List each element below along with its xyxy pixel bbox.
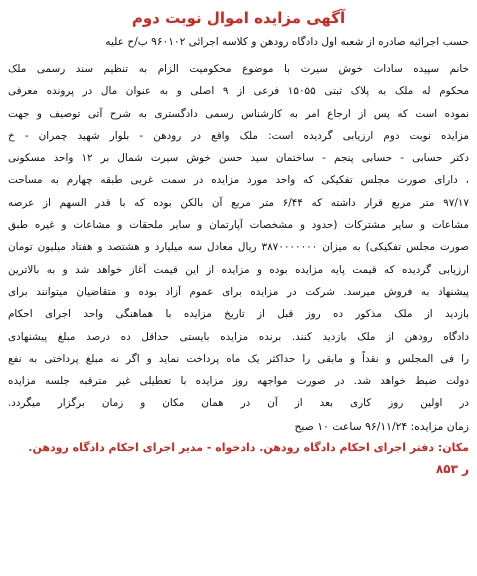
body-line: را فی المجلس و نقداً و مابقی را حداکثر یک ماه پرداخت نماید و اگر نه مبلغ پرداختی به نفع: [8, 352, 469, 365]
location-text: دفتر اجرای احکام دادگاه رودهن. دادخواه - مدیر اجرای احکام دادگاه رودهن.: [28, 440, 435, 454]
body-line: مشاعات و سایر مشترکات (حدود و مشخصات آپارتمان و سایر ملحقات و مشاعات و غیره طبق: [8, 219, 469, 232]
notice-body: [8, 58, 469, 415]
auction-time: زمان مزایده: ۹۶/۱۱/۲۴ ساعت ۱۰ صبح: [294, 419, 469, 433]
notice-subtitle: حسب اجرائیه صادره از شعبه اول دادگاه رودهن و کلاسه اجرائی ۹۶۰۱۰۲ ب/ح علیه: [105, 36, 469, 48]
location-label: مکان:: [437, 440, 469, 454]
body-line: در اولین روز کاری بعد از آن در همان مکان و زمان برگزار میگردد.: [8, 397, 469, 410]
body-line: دولت ضبط خواهد شد. در صورت مواجهه روز مزایده با تعطیلی غیر مترقبه جلسه مزایده: [8, 375, 469, 388]
body-line: ، دارای صورت مجلس تفکیکی که واحد مورد مزایده در سمت غربی طبقه چهارم به مساحت: [8, 174, 469, 187]
body-line: مزایده نوبت دوم ارزیابی گردیده است: ملک واقع در رودهن - بلوار شهید چمران - خ: [8, 129, 469, 142]
body-line: خانم سپیده سادات خوش سیرت با موضوع محکومیت الزام به تنظیم سند رسمی ملک: [8, 63, 469, 75]
body-line: بازدید از ملک مذکور ده روز قبل از تاریخ مزایده با هماهنگی واحد اجرای احکام: [8, 308, 469, 321]
notice-title: آگهی مزایده اموال نوبت دوم: [131, 9, 346, 27]
body-line: دادگاه رودهن از ملک بازدید کنند. برنده مزایده بایستی حداقل ده درصد مبلغ پیشنهادی: [8, 330, 469, 343]
body-line: ارزیابی گردیده که قیمت پایه مزایده بوده و مزایده از این قیمت آغاز خواهد شد و به بالاترین: [8, 263, 469, 276]
body-line: نموده است که پس از ارجاع امر به کارشناس رسمی دادگستری به شرح آتی توصیف و جهت: [8, 107, 469, 120]
body-line: محکوم له ملک به پلاک ثبتی ۱۵۰۵۵ فرعی از ۹ اصلی و به عنوان مال در پرونده معرفی: [8, 85, 469, 98]
reference-number: ر ۸۵۳: [435, 461, 469, 476]
body-line: دکتر حسابی - حسابی پنجم - ساختمان سید حسن خوش سیرت شمال بر ۱۲ واحد مسکونی: [8, 152, 469, 165]
auction-location: [8, 437, 469, 459]
body-line: پیشنهاد به فروش میرسد. شرکت در مزایده برای عموم آزاد بوده و متقاضیان میتوانند برای: [8, 285, 469, 298]
body-line: ۹۷/۱۷ متر مربع قرار داشته که ۶/۴۴ متر مربع آن بالکن بوده که با قدر السهم از عرصه: [8, 196, 469, 209]
body-line: صورت مجلس تفکیکی) به میزان ۳۸۷۰۰۰۰۰۰۰ ریال معادل سه میلیارد و هشتصد و هفتاد میلیون تومان: [8, 241, 469, 254]
